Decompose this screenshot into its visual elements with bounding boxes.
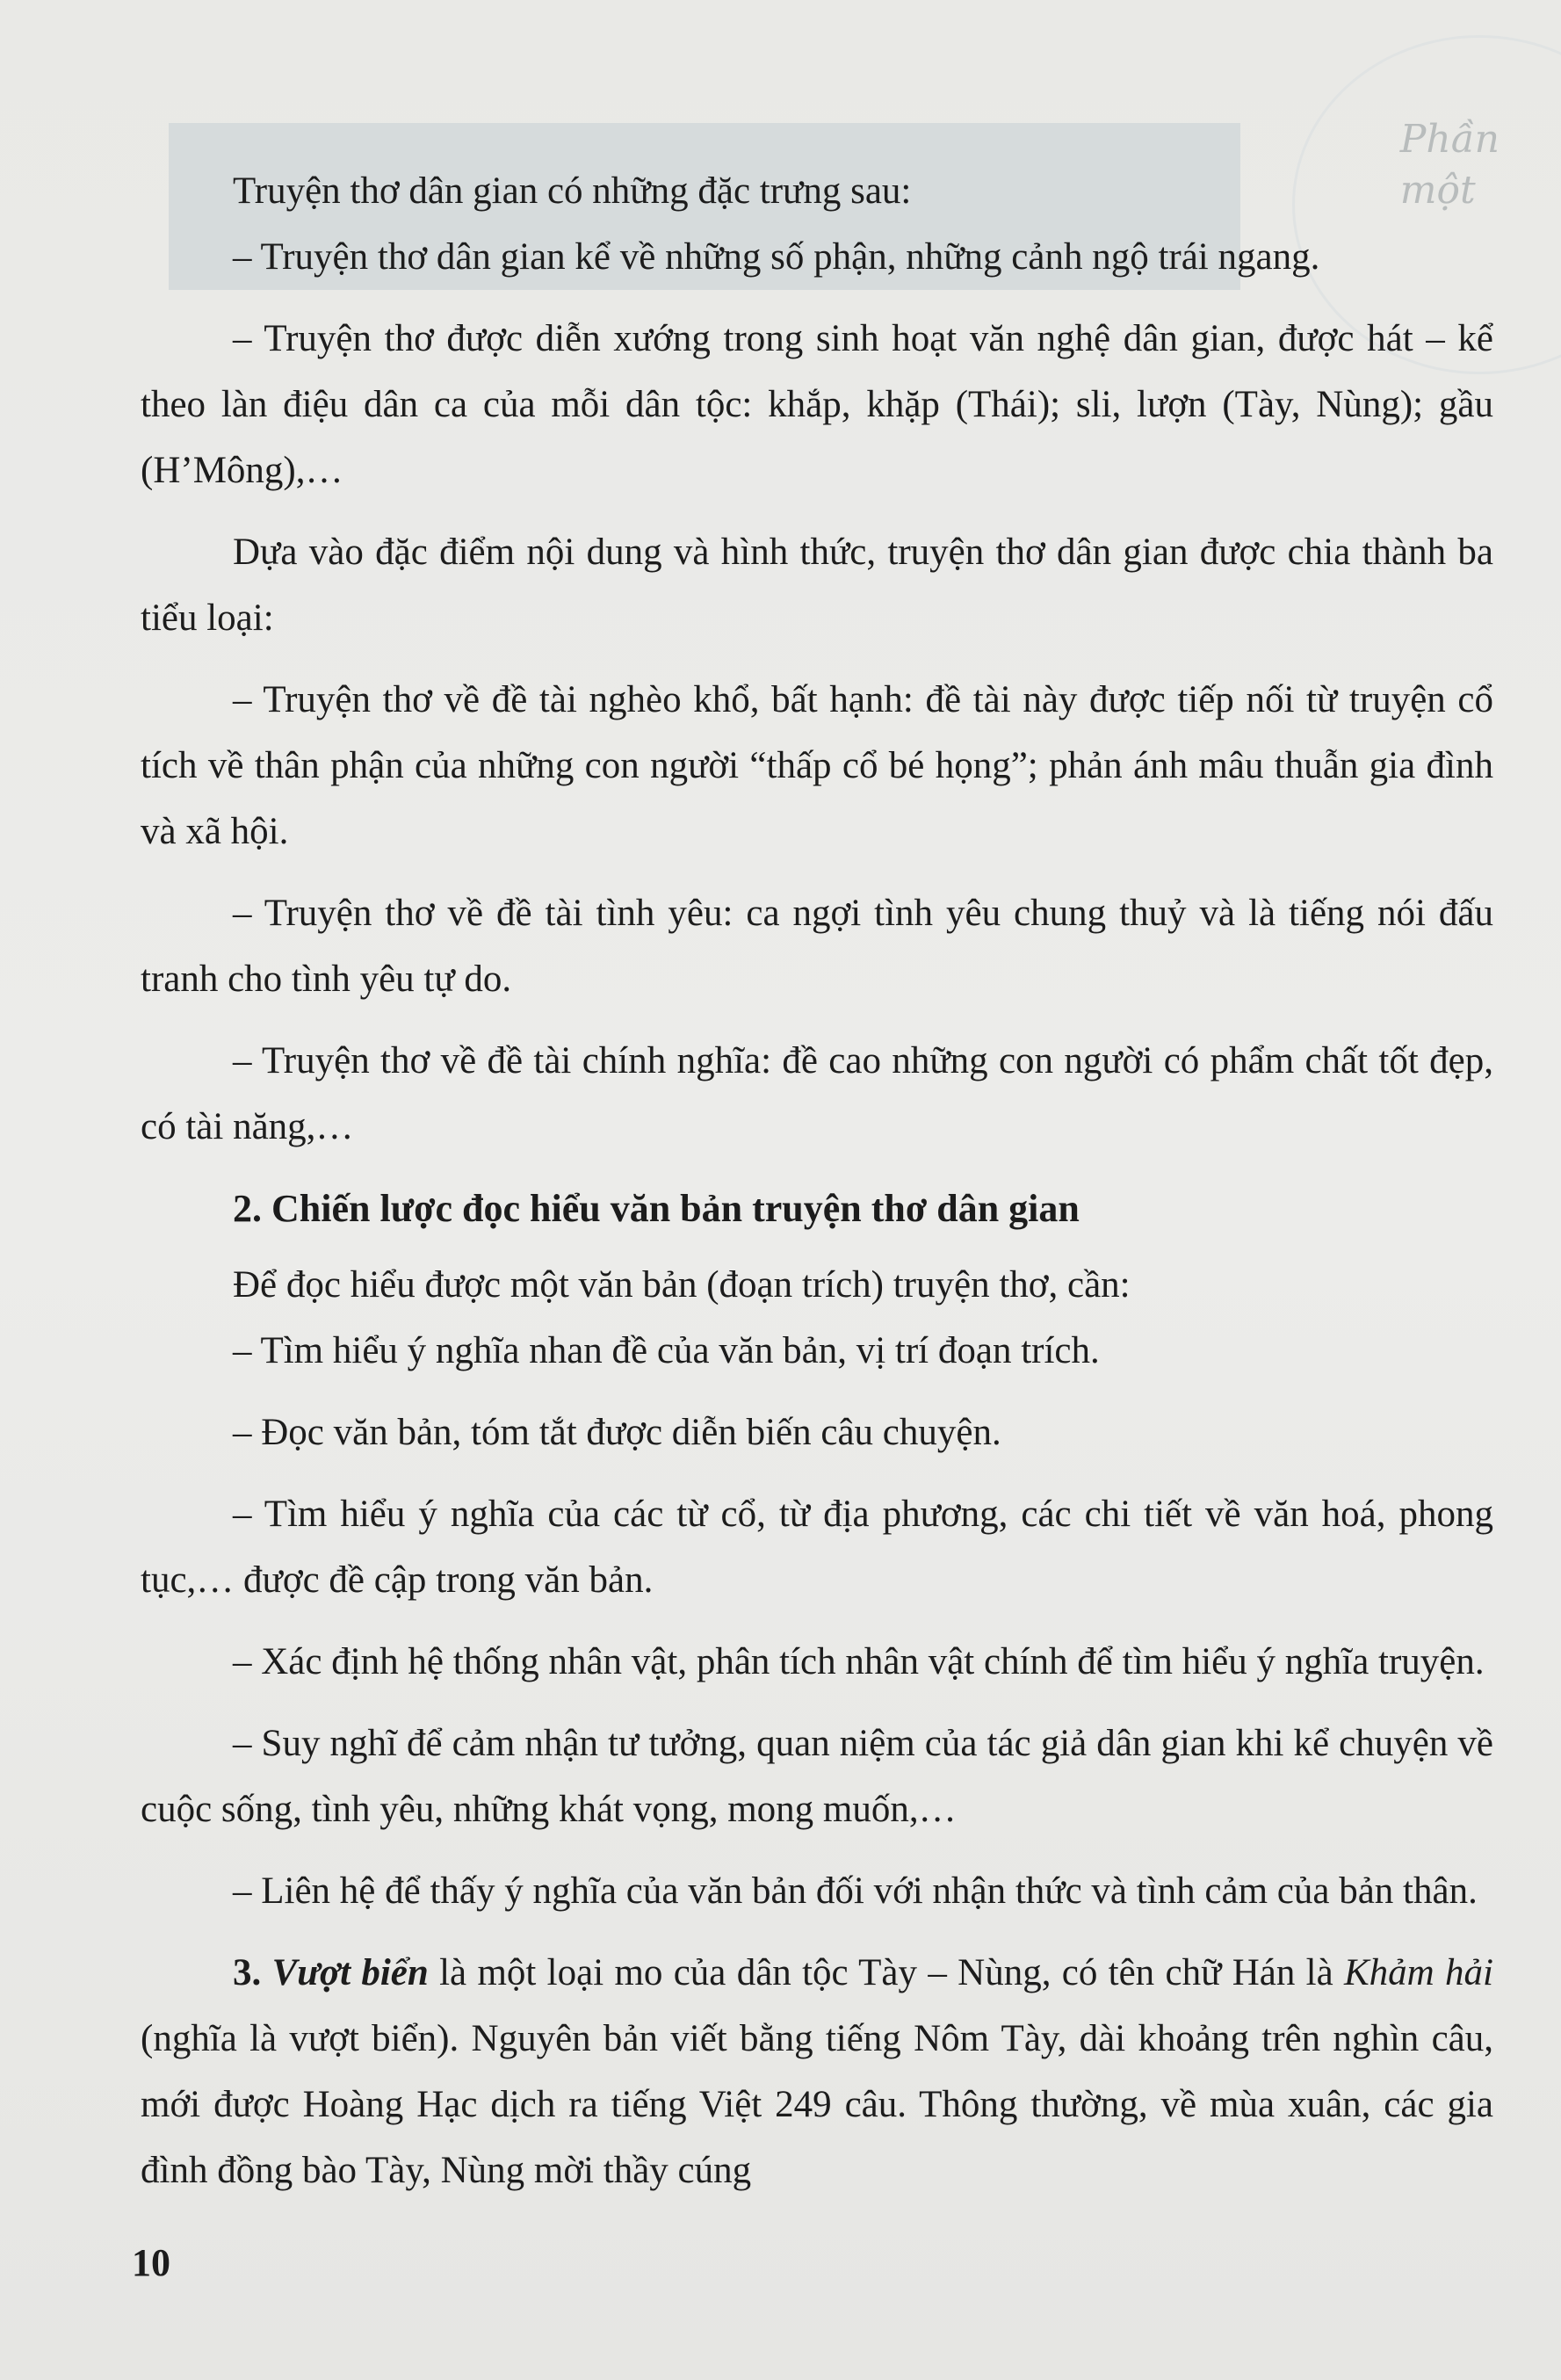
strategy-step: – Đọc văn bản, tóm tắt được diễn biến câu chuyện. (233, 1412, 1001, 1453)
section-3-han-title: Khảm hải (1344, 1952, 1493, 1993)
section-2-intro: Để đọc hiểu được một văn bản (đoạn trích) truyện thơ, cần: (233, 1264, 1131, 1306)
subtype-item: – Truyện thơ về đề tài chính nghĩa: đề cao những con người có phẩm chất tốt đẹp, có tài năng,… (141, 1040, 1493, 1147)
strategy-step: – Xác định hệ thống nhân vật, phân tích nhân vật chính để tìm hiểu ý nghĩa truyện. (233, 1641, 1485, 1682)
section-3-paragraph (141, 1940, 1493, 2203)
steps-list (141, 1318, 1493, 1924)
strategy-step: – Liên hệ để thấy ý nghĩa của văn bản đối với nhận thức và tình cảm của bản thân. (233, 1870, 1478, 1912)
page-number: 10 (132, 2241, 170, 2284)
subtype-item: – Truyện thơ về đề tài nghèo khổ, bất hạnh: đề tài này được tiếp nối từ truyện cổ tích về thân phận của những con người “thấp cổ bé họng”; phản ánh mâu thuẫn gia đình và xã hội. (141, 679, 1493, 852)
section-3-number: 3. (233, 1952, 262, 1993)
subtype-item: – Truyện thơ về đề tài tình yêu: ca ngợi tình yêu chung thuỷ và là tiếng nói đấu tranh cho tình yêu tự do. (141, 893, 1493, 1000)
feature-item: – Truyện thơ dân gian kể về những số phận, những cảnh ngộ trái ngang. (233, 236, 1320, 278)
features-list (141, 224, 1493, 503)
body-text (141, 158, 1493, 2219)
side-mark-text: Phần một (1399, 117, 1500, 213)
strategy-step: – Tìm hiểu ý nghĩa của các từ cổ, từ địa phương, các chi tiết về văn hoá, phong tục,… được đề cập trong văn bản. (141, 1494, 1493, 1601)
section-3-title: Vượt biển (271, 1952, 429, 1993)
subtypes-list (141, 667, 1493, 1160)
feature-item: – Truyện thơ được diễn xướng trong sinh hoạt văn nghệ dân gian, được hát – kể theo làn điệu dân ca của mỗi dân tộc: khắp, khặp (Thái); sli, lượn (Tày, Nùng); gầu (H’Mông),… (141, 318, 1493, 491)
intro-paragraph: Truyện thơ dân gian có những đặc trưng sau: (233, 170, 912, 212)
strategy-step: – Suy nghĩ để cảm nhận tư tưởng, quan niệm của tác giả dân gian khi kể chuyện về cuộc sống, tình yêu, những khát vọng, mong muốn,… (141, 1723, 1493, 1830)
section-2-heading: 2. Chiến lược đọc hiểu văn bản truyện thơ dân gian (233, 1187, 1080, 1230)
section-3-text-b: (nghĩa là vượt biển). Nguyên bản viết bằng tiếng Nôm Tày, dài khoảng trên nghìn câu, mới được Hoàng Hạc dịch ra tiếng Việt 249 câu. Thông thường, về mùa xuân, các gia đình đồng bào Tày, Nùng mời thầy cúng (141, 2018, 1493, 2191)
section-3-text-a: là một loại mo của dân tộc Tày – Nùng, có tên chữ Hán là (428, 1952, 1344, 1993)
strategy-step: – Tìm hiểu ý nghĩa nhan đề của văn bản, vị trí đoạn trích. (233, 1330, 1100, 1371)
classification-intro: Dựa vào đặc điểm nội dung và hình thức, truyện thơ dân gian được chia thành ba tiểu loại: (141, 532, 1493, 639)
